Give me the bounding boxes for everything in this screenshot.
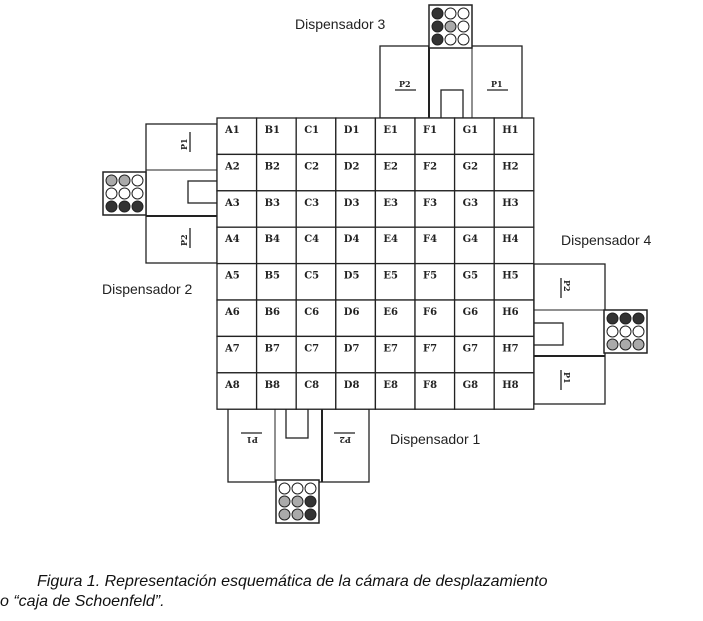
grid-cell-label: C6 <box>304 307 320 318</box>
lever-label: P1 <box>491 79 503 89</box>
pellet <box>432 21 443 32</box>
grid-cell-label: E7 <box>383 343 398 355</box>
grid-cell-label: A5 <box>225 270 240 282</box>
grid-cell-label: D5 <box>343 270 360 282</box>
grid-cell <box>375 264 415 300</box>
grid-cell-label: B1 <box>264 125 281 136</box>
grid-cell-label: D1 <box>343 125 360 136</box>
grid-cell-label: F6 <box>423 307 438 318</box>
grid-cell <box>336 336 376 372</box>
grid-cell-label: C1 <box>304 125 320 136</box>
grid-cell <box>375 373 415 409</box>
lever-label: P1 <box>246 435 258 445</box>
grid-cell-label: G4 <box>462 234 479 246</box>
grid-cell <box>494 336 534 372</box>
grid-cell <box>296 300 336 336</box>
grid-cell <box>375 191 415 227</box>
grid-cell <box>296 118 336 154</box>
grid-cell <box>494 154 534 190</box>
dispenser-1 <box>228 409 369 482</box>
pellet <box>106 188 117 199</box>
grid-cell-label: A1 <box>225 125 240 136</box>
pellet <box>292 496 303 507</box>
grid-cell-label: G8 <box>462 379 479 391</box>
grid-cell-label: G1 <box>462 125 479 136</box>
grid-cell-label: D6 <box>343 307 360 318</box>
pellet <box>292 509 303 520</box>
grid-cell-label: C3 <box>304 197 320 209</box>
pellet <box>132 188 143 199</box>
grid-cell-label: E1 <box>383 125 398 136</box>
grid-cell <box>415 118 455 154</box>
grid-cell-label: F1 <box>423 125 438 136</box>
grid-cell <box>375 300 415 336</box>
pellet <box>119 201 130 212</box>
grid-cell <box>217 118 257 154</box>
grid-cell-label: B6 <box>264 307 281 318</box>
grid-cell <box>415 227 455 263</box>
grid-cell-label: E8 <box>383 379 398 391</box>
lever-label: P2 <box>562 280 572 292</box>
grid-cell <box>415 154 455 190</box>
grid-cell <box>494 227 534 263</box>
grid-cell <box>257 227 297 263</box>
grid-cell-label: H3 <box>502 197 519 209</box>
grid-cell <box>336 373 376 409</box>
grid-cell-label: G7 <box>462 343 479 355</box>
pellet <box>432 34 443 45</box>
pellet <box>607 326 618 337</box>
grid-cell <box>375 118 415 154</box>
dispenser-4-label: Dispensador 4 <box>561 232 652 248</box>
grid-cell <box>336 227 376 263</box>
pellet <box>458 8 469 19</box>
grid-cell-label: F7 <box>423 343 438 355</box>
dispenser-1-label: Dispensador 1 <box>390 431 481 447</box>
grid-cell-label: E4 <box>383 234 398 246</box>
grid-cell-label: C2 <box>304 161 320 173</box>
grid-cell <box>296 373 336 409</box>
grid-cell-label: B8 <box>264 379 281 391</box>
pellet <box>620 326 631 337</box>
dispenser-4 <box>534 264 605 404</box>
dispenser-2 <box>146 124 217 263</box>
grid-cell <box>375 154 415 190</box>
lever-label: P1 <box>562 372 572 384</box>
grid-cell <box>257 118 297 154</box>
grid-cell <box>494 373 534 409</box>
grid-cell <box>455 336 495 372</box>
grid-cell <box>217 154 257 190</box>
pellet <box>279 483 290 494</box>
grid-cell <box>375 227 415 263</box>
grid-cell-label: E6 <box>383 307 398 318</box>
grid-cell <box>455 154 495 190</box>
pellet <box>279 509 290 520</box>
pellet <box>305 496 316 507</box>
grid-cell <box>455 227 495 263</box>
grid-cell-label: H4 <box>502 234 519 246</box>
grid-cell <box>455 191 495 227</box>
pellet <box>132 175 143 186</box>
pellet <box>458 21 469 32</box>
grid-cell-label: E2 <box>383 161 398 173</box>
grid-cell <box>494 264 534 300</box>
pellet <box>607 339 618 350</box>
grid-cell-label: H5 <box>502 270 519 282</box>
grid-cell <box>494 118 534 154</box>
grid-cell <box>415 191 455 227</box>
pellet <box>279 496 290 507</box>
grid-cell-label: C8 <box>304 379 320 391</box>
grid-cell-label: B5 <box>264 270 281 282</box>
grid-cell-label: C7 <box>304 343 320 355</box>
caption-line-1: Figura 1. Representación esquemática de la cámara de desplazamiento <box>37 573 548 590</box>
grid-cell-label: B4 <box>264 234 281 246</box>
grid-cell <box>217 191 257 227</box>
grid-cell <box>375 336 415 372</box>
dispenser-3-label: Dispensador 3 <box>295 16 386 32</box>
grid-cell <box>296 336 336 372</box>
grid-cell <box>217 227 257 263</box>
grid-cell-label: F2 <box>423 161 438 173</box>
grid-cell-label: A2 <box>225 161 240 173</box>
pellet <box>633 313 644 324</box>
pellet <box>445 8 456 19</box>
grid-cell-label: H8 <box>502 379 519 391</box>
grid-cell-label: F5 <box>423 270 438 282</box>
pellet <box>119 175 130 186</box>
grid-cell-label: A4 <box>225 234 240 246</box>
grid-cell-label: A6 <box>225 307 240 318</box>
grid-cell <box>415 264 455 300</box>
grid-cell <box>217 300 257 336</box>
pellet <box>620 339 631 350</box>
pellet <box>305 483 316 494</box>
grid-cell-label: C5 <box>304 270 320 282</box>
grid-cell <box>296 191 336 227</box>
lever-label: P2 <box>179 234 189 246</box>
grid-cell <box>415 373 455 409</box>
grid-cell <box>455 300 495 336</box>
grid-cell-label: G3 <box>462 197 479 209</box>
caption-line-2: o “caja de Schoenfeld”. <box>0 593 165 610</box>
grid-cell <box>257 264 297 300</box>
grid-cell <box>415 336 455 372</box>
grid-cell-label: D2 <box>343 161 360 173</box>
grid-cell <box>455 264 495 300</box>
grid-cell <box>296 264 336 300</box>
pellet <box>458 34 469 45</box>
grid-cell <box>257 373 297 409</box>
grid-cell <box>257 191 297 227</box>
grid-cell-label: B7 <box>264 343 281 355</box>
pellet <box>106 201 117 212</box>
grid-cell-label: B2 <box>264 161 281 173</box>
dispenser-2-label: Dispensador 2 <box>102 281 193 297</box>
grid-cell-label: E5 <box>383 270 398 282</box>
grid-cell-label: A3 <box>225 197 240 209</box>
pellet <box>620 313 631 324</box>
pellet <box>292 483 303 494</box>
lever-label: P2 <box>339 435 351 445</box>
pellet-cluster-top <box>429 5 472 48</box>
pellet <box>445 34 456 45</box>
grid-cell <box>494 300 534 336</box>
grid-cell <box>336 154 376 190</box>
grid-cell-label: D8 <box>343 379 360 391</box>
grid-cell <box>296 227 336 263</box>
grid-cell-label: D4 <box>343 234 360 246</box>
pellet <box>633 326 644 337</box>
chamber-grid <box>217 118 534 409</box>
pellet <box>432 8 443 19</box>
grid-cell-label: F3 <box>423 197 438 209</box>
grid-cell <box>257 154 297 190</box>
pellet-cluster-right <box>604 310 647 353</box>
grid-cell-label: H6 <box>502 307 519 318</box>
pellet <box>132 201 143 212</box>
grid-cell-label: F4 <box>423 234 438 246</box>
grid-cell-label: C4 <box>304 234 320 246</box>
grid-cell-label: G5 <box>462 270 479 282</box>
lever-label: P2 <box>399 79 411 89</box>
grid-cell <box>336 191 376 227</box>
grid-cell-label: G6 <box>462 307 479 318</box>
grid-cell-label: A7 <box>225 343 240 355</box>
pellet <box>106 175 117 186</box>
grid-cell <box>455 118 495 154</box>
grid-cell <box>217 264 257 300</box>
grid-cell <box>336 264 376 300</box>
grid-cell-label: E3 <box>383 197 398 209</box>
grid-cell-label: G2 <box>462 161 479 173</box>
grid-cell-label: B3 <box>264 197 281 209</box>
grid-cell <box>336 118 376 154</box>
grid-cell-label: H2 <box>502 161 519 173</box>
grid-cell <box>217 373 257 409</box>
dispenser-3 <box>380 46 522 118</box>
pellet-cluster-bottom <box>276 480 319 523</box>
grid-cell <box>455 373 495 409</box>
figure-caption <box>0 572 703 612</box>
grid-cell <box>296 154 336 190</box>
grid-cell-label: F8 <box>423 379 438 391</box>
grid-cell-label: H1 <box>502 125 519 136</box>
pellet <box>445 21 456 32</box>
grid-cell-label: A8 <box>225 379 240 391</box>
grid-cell <box>494 191 534 227</box>
pellet <box>607 313 618 324</box>
pellet <box>119 188 130 199</box>
grid-cell-label: D3 <box>343 197 360 209</box>
grid-cell <box>257 300 297 336</box>
grid-cell <box>336 300 376 336</box>
grid-cell-label: D7 <box>343 343 360 355</box>
pellet <box>305 509 316 520</box>
grid-cell <box>257 336 297 372</box>
pellet-cluster-left <box>103 172 146 215</box>
grid-cell <box>217 336 257 372</box>
grid-cell-label: H7 <box>502 343 519 355</box>
lever-label: P1 <box>179 138 189 150</box>
pellet <box>633 339 644 350</box>
grid-cell <box>415 300 455 336</box>
